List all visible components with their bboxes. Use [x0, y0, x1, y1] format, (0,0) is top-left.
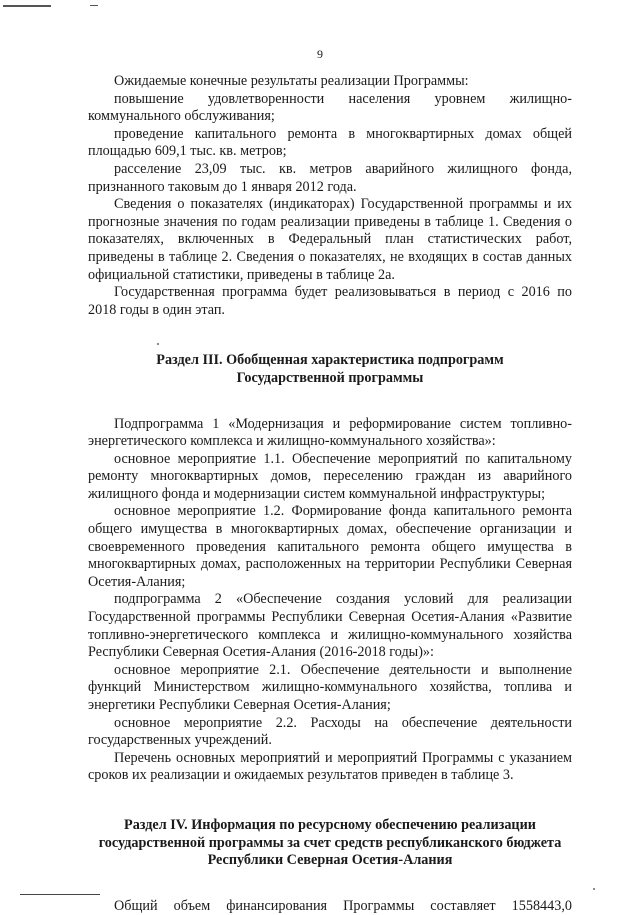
intro-paragraph: Ожидаемые конечные результаты реализации Программы: — [114, 73, 469, 89]
intro-paragraph: проведение капитального ремонта в многоквартирных домах общей площадью 609,1 тыс. кв. метров; — [88, 125, 572, 160]
section-3-title-line: Раздел III. Обобщенная характеристика подпрограмм — [156, 352, 504, 369]
word: Программы — [343, 897, 415, 914]
word: составляет — [430, 897, 496, 914]
word: объем — [173, 897, 211, 914]
word: финансирования — [226, 897, 328, 914]
intro-paragraph: Сведения о показателях (индикаторах) Государственной программы и их прогнозные значения по годам реализации приведены в таблице 1. Сведения о показателях, включенных в Федеральный план статистических работ, приведены в таблице 2. Сведения о показателях, не входящих в состав данных официальной статистики, приведены в таблице 2а. — [88, 196, 572, 283]
word: 1558443,0 — [511, 897, 572, 914]
section-3-paragraph: Подпрограмма 1 «Модернизация и реформирование систем топливно-энергетического комплекса и жилищно-коммунального хозяйства»: — [88, 415, 572, 450]
section-4-first-line — [88, 898, 572, 915]
section-3-paragraph: Перечень основных мероприятий и мероприятий Программы с указанием сроков их реализации и ожидаемых результатов приведен в таблице 3. — [88, 749, 572, 784]
scan-artifact-bottom — [20, 894, 100, 895]
intro-paragraph: Государственная программа будет реализовываться в период с 2016 по 2018 годы в один этап. — [88, 284, 572, 318]
section-4-title-line: Республики Северная Осетия-Алания — [207, 852, 453, 869]
section-3-paragraph: подпрограмма 2 «Обеспечение создания условий для реализации Государственной программы Республики Северная Осетия-Алания «Развитие топливно-энергетического комплекса и жилищно-коммунального хозяйства Республики Северная Осетия-Алания (2016-2018 годы)»: — [88, 591, 572, 661]
word: Общий — [114, 897, 158, 914]
document-body — [88, 73, 572, 915]
intro-paragraph: расселение 23,09 тыс. кв. метров аварийного жилищного фонда, признанного таковым до 1 января 2012 года. — [88, 160, 572, 195]
section-3-heading — [88, 352, 572, 387]
scan-artifact-top-left — [3, 5, 51, 7]
scan-speck — [157, 343, 159, 345]
section-3-paragraph: основное мероприятие 1.1. Обеспечение мероприятий по капитальному ремонту многоквартирных домов, переселению граждан из аварийного жилищного фонда и модернизации систем коммунальной инфраструктуры; — [88, 450, 572, 502]
section-3-title-line: Государственной программы — [236, 369, 424, 386]
intro-paragraph: повышение удовлетворенности населения уровнем жилищно-коммунального обслуживания; — [88, 90, 572, 125]
page-number: 9 — [317, 47, 323, 61]
section-3-paragraph: основное мероприятие 2.2. Расходы на обеспечение деятельности государственных учреждений. — [88, 714, 572, 749]
scan-artifact-top-dash — [90, 5, 98, 6]
section-3-paragraph: основное мероприятие 2.1. Обеспечение деятельности и выполнение функций Министерством жилищно-коммунального хозяйства, топлива и энергетики Республики Северная Осетия-Алания; — [88, 661, 572, 713]
section-4-heading — [88, 817, 572, 870]
section-4-title-line: государственной программы за счет средств республиканского бюджета — [98, 834, 562, 851]
section-3-paragraph: основное мероприятие 1.2. Формирование фонда капитального ремонта общего имущества в многоквартирных домах, обеспечение организации и своевременного проведения капитального ремонта общего имущества в многоквартирных домах, расположенных на территории Республики Северная Осетия-Алания; — [88, 503, 572, 590]
section-4-title-line: Раздел IV. Информация по ресурсному обеспечению реализации — [124, 816, 536, 833]
scan-speck — [593, 888, 595, 890]
